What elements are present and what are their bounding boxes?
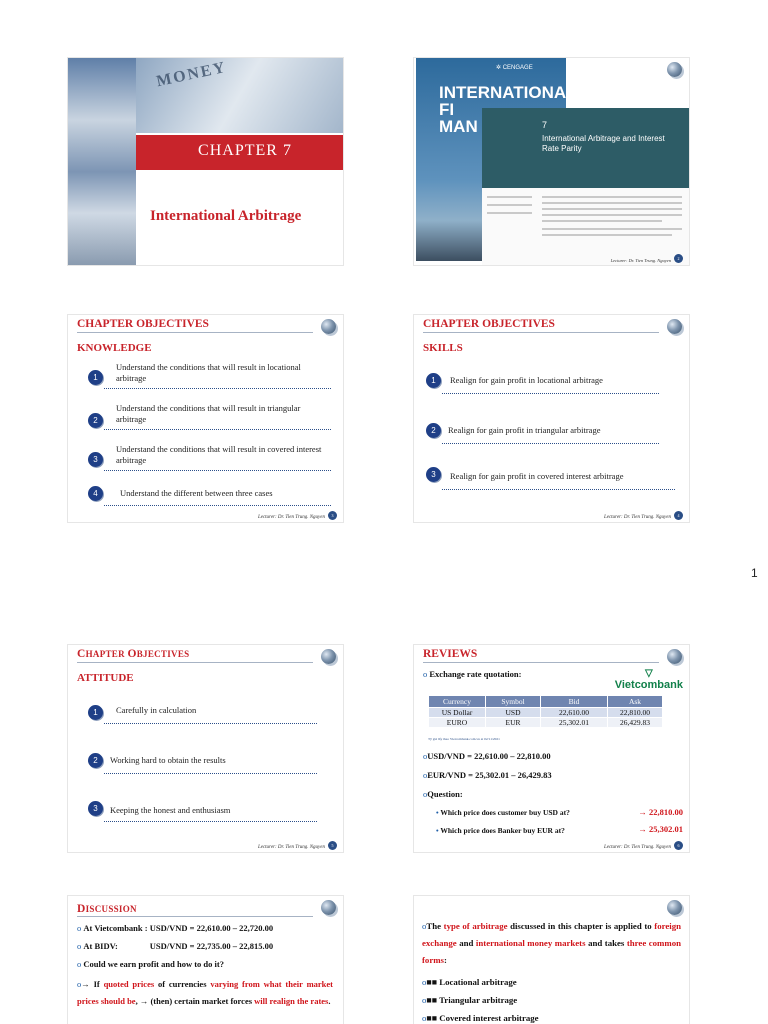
- slide-title: International Arbitrage: [150, 208, 302, 224]
- objective-text: Understand the different between three cases: [120, 488, 273, 498]
- dotted-rule: [104, 470, 331, 471]
- globe-icon: [667, 649, 682, 664]
- number-badge: 1: [88, 370, 103, 385]
- lecturer-credit: Lecturer: Dr. Tien Trung. Nguyen: [257, 845, 325, 850]
- highlight-text: three common forms: [422, 938, 681, 965]
- highlight-text: varying from what their market prices should be: [77, 979, 334, 1006]
- chapter-number: 7: [542, 120, 548, 130]
- highlight-text: international money markets: [475, 938, 586, 948]
- money-image: [136, 58, 343, 133]
- source-note: Tỷ giá lấy theo Vietcombank.com.vn at 02/11/2021: [428, 737, 500, 741]
- lecturer-credit: Lecturer: Dr. Tien Trung. Nguyen: [610, 258, 671, 263]
- heading-rule: [77, 332, 313, 333]
- skill-item: [426, 373, 677, 397]
- table-row: [429, 708, 663, 718]
- objective-item: [88, 403, 331, 433]
- attitude-item: [88, 801, 331, 825]
- attitude-text: Working hard to obtain the results: [110, 755, 226, 765]
- table-cell: 22,810.00: [608, 708, 663, 718]
- heading-rule: [423, 662, 659, 663]
- number-badge: 1: [426, 373, 441, 388]
- table-cell: 25,302.01: [541, 718, 608, 728]
- globe-icon: [667, 319, 682, 334]
- bullet-text: Exchange rate quotation:: [429, 669, 522, 679]
- dotted-rule: [104, 388, 331, 389]
- bullet-text: → If: [81, 979, 104, 989]
- attitude-item: [88, 705, 331, 729]
- objective-text: Understand the conditions that will result in covered interest arbitrage: [116, 444, 322, 465]
- heading-part: ISCUSSION: [85, 904, 137, 914]
- slide-heading: CHAPTER OBJECTIVES: [77, 318, 209, 330]
- objective-text: Understand the conditions that will result in triangular arbitrage: [116, 403, 301, 424]
- para-text: discussed in this chapter is applied to: [507, 921, 655, 931]
- paragraph: oThe type of arbitrage discussed in this chapter is applied to foreign exchange and international money markets and takes three common forms:: [422, 921, 681, 965]
- number-badge: 2: [426, 423, 441, 438]
- table-cell: USD: [486, 708, 541, 718]
- heading-part: BJECTIVES: [136, 649, 190, 659]
- slide-number: 3: [328, 511, 337, 520]
- table-cell: EUR: [486, 718, 541, 728]
- question-text: Which price does Banker buy EUR at?: [440, 826, 565, 835]
- bullet-line: o At Vietcombank : USD/VND = 22,610.00 – 22,720.00: [77, 923, 274, 933]
- table-cell: US Dollar: [429, 708, 486, 718]
- slide-heading: CHAPTER OBJECTIVES: [423, 318, 555, 330]
- para-text: and: [456, 938, 476, 948]
- attitude-text: Carefully in calculation: [116, 705, 197, 715]
- money-text: MONEY: [154, 58, 229, 91]
- form-text: Triangular arbitrage: [439, 995, 518, 1005]
- form-item: o■■ Covered interest arbitrage: [422, 1013, 539, 1023]
- slide-5: [68, 645, 343, 852]
- bullet-text: of currencies: [154, 979, 211, 989]
- book-page: [482, 188, 689, 265]
- publisher-name: CENGAGE: [502, 65, 533, 71]
- col-header: Symbol: [486, 696, 541, 708]
- bullet-text: , → (then) certain market forces: [135, 996, 255, 1006]
- skill-item: [426, 467, 677, 491]
- form-text: Locational arbitrage: [439, 977, 517, 987]
- chapter-panel: [482, 108, 689, 188]
- skill-text: Realign for gain profit in triangular arbitrage: [448, 425, 601, 435]
- number-badge: 3: [426, 467, 441, 482]
- para-text: and takes: [585, 938, 627, 948]
- slide-8: [414, 896, 689, 1024]
- globe-icon: [321, 319, 336, 334]
- heading-initial: C: [77, 648, 86, 660]
- number-badge: 2: [88, 753, 103, 768]
- slide-number: 6: [674, 841, 683, 850]
- heading-initial: O: [127, 648, 137, 660]
- slide-4: [414, 315, 689, 522]
- lecturer-credit: Lecturer: Dr. Tien Trung. Nguyen: [603, 515, 671, 520]
- bullet-line: o At BIDV: USD/VND = 22,735.00 – 22,815.00: [77, 941, 274, 951]
- table-row: [429, 718, 663, 728]
- col-header: Ask: [608, 696, 663, 708]
- skill-item: [426, 423, 677, 447]
- number-badge: 2: [88, 413, 103, 428]
- lecturer-credit: Lecturer: Dr. Tien Trung. Nguyen: [257, 515, 325, 520]
- highlight-text: foreign exchange: [422, 921, 681, 948]
- chapter-title: International Arbitrage and Interest Rate Parity: [542, 134, 665, 153]
- bullet-line: o→ If quoted prices of currencies varying from what their market prices should be, → (then) certain market forces will realign the rates.: [77, 979, 334, 1006]
- dotted-rule: [104, 723, 317, 724]
- slide-number: 5: [328, 841, 337, 850]
- heading-part: HAPTER: [85, 649, 128, 659]
- heading-rule: [77, 916, 313, 917]
- objective-item: [88, 362, 331, 392]
- answer-text: → 22,810.00: [638, 807, 683, 817]
- table-cell: 22,610.00: [541, 708, 608, 718]
- bullet-text: .: [328, 996, 331, 1006]
- bullet-text: EUR/VND = 25,302.01 – 26,429.83: [427, 770, 552, 780]
- dotted-rule: [442, 393, 659, 394]
- bank-name: Vietcombank: [614, 679, 683, 691]
- slide-6: [414, 645, 689, 852]
- dotted-rule: [104, 821, 317, 822]
- skill-text: Realign for gain profit in locational arbitrage: [450, 375, 603, 385]
- chapter-label: CHAPTER 7: [198, 142, 292, 159]
- bullet-text: Could we earn profit and how to do it?: [83, 959, 224, 969]
- number-badge: 4: [88, 486, 103, 501]
- slide-2: [414, 58, 689, 265]
- col-header: Bid: [541, 696, 608, 708]
- answer-text: → 25,302.01: [638, 824, 683, 834]
- vietcombank-logo: ▽ Vietcombank: [614, 668, 683, 691]
- bullet-text: At Vietcombank : USD/VND = 22,610.00 – 22,720.00: [83, 923, 274, 933]
- objective-item: [88, 485, 331, 507]
- table-cell: EURO: [429, 718, 486, 728]
- dotted-rule: [442, 443, 659, 444]
- question-text: Which price does customer buy USD at?: [440, 808, 570, 817]
- slide-number: 2: [674, 254, 683, 263]
- book-title-line: INTERNATIONAL: [439, 83, 577, 102]
- slide-3: [68, 315, 343, 522]
- bullet-text: USD/VND = 22,735.00 – 22,815.00: [149, 941, 274, 951]
- highlight-text: quoted prices: [103, 979, 155, 989]
- lecturer-credit: Lecturer: Dr. Tien Trung. Nguyen: [603, 845, 671, 850]
- page-number: 1: [751, 566, 758, 580]
- globe-icon: [667, 900, 682, 915]
- rate-table: [428, 695, 663, 728]
- heading-rule: [423, 332, 659, 333]
- table-cell: 26,429.83: [608, 718, 663, 728]
- globe-icon: [321, 900, 336, 915]
- slide-heading: REVIEWS: [423, 648, 478, 660]
- slide-1: [68, 58, 343, 265]
- bullet-text: Question:: [427, 789, 463, 799]
- book-title-line: FI: [439, 100, 455, 119]
- slide-7: [68, 896, 343, 1024]
- slide-subheading: KNOWLEDGE: [77, 342, 152, 354]
- heading-rule: [77, 662, 313, 663]
- bullet-line: o Exchange rate quotation:: [423, 669, 522, 679]
- number-badge: 3: [88, 801, 103, 816]
- dotted-rule: [442, 489, 675, 490]
- para-text: The: [426, 921, 444, 931]
- objective-item: [88, 444, 331, 474]
- bullet-text: USD/VND = 22,610.00 – 22,810.00: [427, 751, 551, 761]
- attitude-item: [88, 753, 331, 777]
- dotted-rule: [104, 773, 317, 774]
- form-item: o■■ Locational arbitrage: [422, 977, 517, 987]
- form-text: Covered interest arbitrage: [439, 1013, 539, 1023]
- number-badge: 3: [88, 452, 103, 467]
- question-line: • Which price does customer buy USD at?: [436, 808, 570, 817]
- slide-heading: [77, 903, 137, 915]
- skill-text: Realign for gain profit in covered interest arbitrage: [450, 471, 624, 481]
- slide-number: 4: [674, 511, 683, 520]
- bullet-line: oUSD/VND = 22,610.00 – 22,810.00: [423, 751, 551, 761]
- bullet-text: At BIDV:: [83, 941, 118, 951]
- slide-subheading: SKILLS: [423, 342, 463, 354]
- collage-image: [68, 58, 136, 265]
- book-title-line: MAN: [439, 117, 478, 136]
- heading-initial: D: [77, 903, 86, 915]
- number-badge: 1: [88, 705, 103, 720]
- publisher-logo: ✲ CENGAGE: [496, 65, 533, 71]
- highlight-text: type of arbitrage: [443, 921, 508, 931]
- bullet-line: o Could we earn profit and how to do it?: [77, 959, 224, 969]
- attitude-text: Keeping the honest and enthusiasm: [110, 805, 231, 815]
- slide-heading: [77, 648, 189, 660]
- slide-subheading: ATTITUDE: [77, 672, 134, 684]
- objective-text: Understand the conditions that will result in locational arbitrage: [116, 362, 301, 383]
- col-header: Currency: [429, 696, 486, 708]
- para-text: :: [443, 955, 447, 965]
- form-item: o■■ Triangular arbitrage: [422, 995, 518, 1005]
- bullet-line: oEUR/VND = 25,302.01 – 26,429.83: [423, 770, 552, 780]
- question-line: • Which price does Banker buy EUR at?: [436, 826, 565, 835]
- globe-icon: [321, 649, 336, 664]
- highlight-text: will realign the rates: [254, 996, 329, 1006]
- bullet-line: oQuestion:: [423, 789, 463, 799]
- dotted-rule: [104, 505, 331, 506]
- globe-icon: [667, 62, 682, 77]
- dotted-rule: [104, 429, 331, 430]
